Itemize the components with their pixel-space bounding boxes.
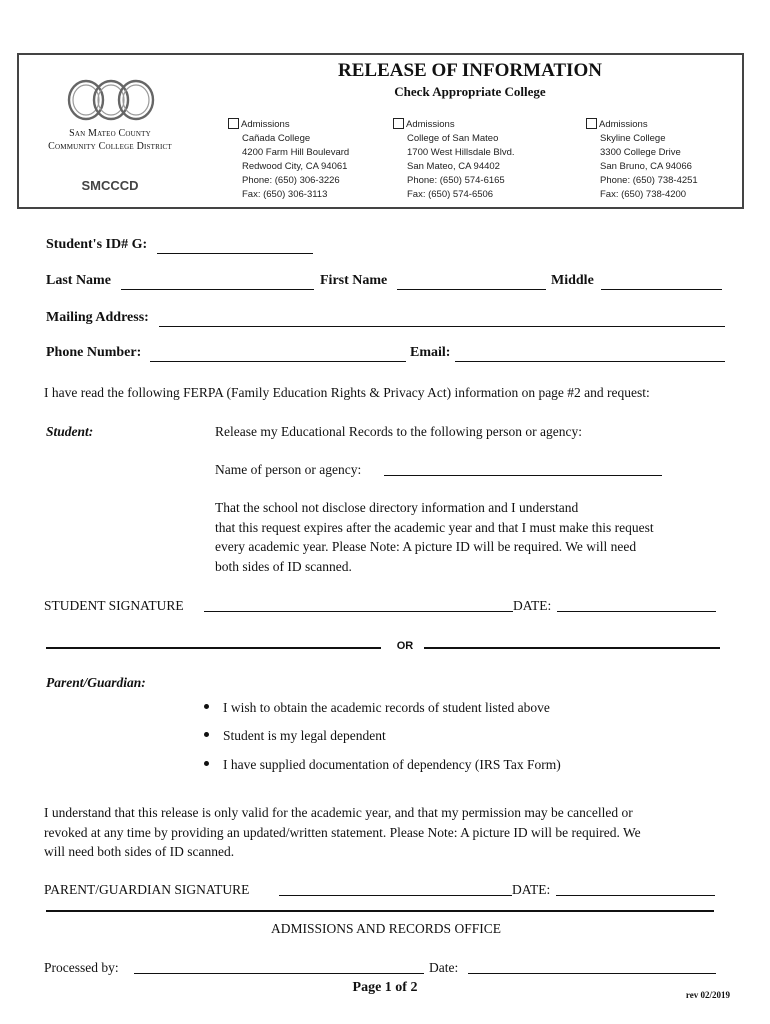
- district-name-line1: San Mateo County: [69, 128, 151, 139]
- district-abbrev: SMCCCD: [81, 178, 139, 193]
- last-name-field[interactable]: [121, 289, 314, 290]
- email-label: Email:: [410, 345, 451, 360]
- middle-name-field[interactable]: [601, 289, 722, 290]
- parent-date-label: DATE:: [512, 882, 551, 897]
- directory-text-line: every academic year. Please Note: A picture ID will be required. We will need: [215, 539, 637, 554]
- directory-text-line: that this request expires after the academic year and that I must make this request: [215, 519, 654, 535]
- form-subtitle: Check Appropriate College: [394, 84, 546, 99]
- ferpa-statement: I have read the following FERPA (Family Education Rights & Privacy Act) information on page #2 and request:: [44, 385, 650, 400]
- office-date-label: Date:: [429, 960, 459, 975]
- email-field[interactable]: [455, 361, 725, 362]
- san-mateo-checkbox[interactable]: [393, 118, 404, 129]
- phone-number-field[interactable]: [150, 361, 406, 362]
- office-divider: [46, 910, 714, 912]
- release-records-text: Release my Educational Records to the following person or agency:: [215, 424, 583, 439]
- college-option-san-mateo: [393, 118, 515, 202]
- mailing-address-field[interactable]: [159, 326, 725, 327]
- or-divider-label: OR: [396, 640, 414, 652]
- phone-number-label: Phone Number:: [46, 345, 142, 360]
- student-date-field[interactable]: [557, 611, 716, 612]
- bullet-text: I wish to obtain the academic records of student listed above: [223, 700, 550, 715]
- student-id-label: Student's ID# G:: [46, 237, 148, 252]
- college-street: 1700 West Hillsdale Blvd.: [407, 147, 515, 158]
- college-name: Cañada College: [242, 133, 311, 144]
- parent-understand-text: [44, 803, 641, 862]
- college-city: San Mateo, CA 94402: [407, 161, 500, 172]
- college-phone: Phone: (650) 574-6165: [407, 175, 505, 186]
- parent-bullet-item: [204, 728, 386, 744]
- bullet-icon: [204, 761, 209, 766]
- name-of-person-label: Name of person or agency:: [215, 462, 362, 477]
- college-fax: Fax: (650) 306-3113: [242, 189, 328, 200]
- last-name-label: Last Name: [46, 273, 111, 288]
- college-admissions-label: Admissions: [599, 119, 648, 130]
- name-of-person-field[interactable]: [384, 475, 662, 476]
- college-name: College of San Mateo: [407, 133, 499, 144]
- or-divider-left: [46, 647, 381, 649]
- directory-text-line: both sides of ID scanned.: [215, 558, 352, 574]
- processed-by-label: Processed by:: [44, 960, 119, 975]
- middle-label: Middle: [551, 273, 594, 288]
- understand-text-line: will need both sides of ID scanned.: [44, 844, 235, 859]
- revision-label: rev 02/2019: [685, 990, 730, 1000]
- college-street: 3300 College Drive: [600, 147, 681, 158]
- college-phone: Phone: (650) 306-3226: [242, 175, 340, 186]
- college-name: Skyline College: [600, 133, 666, 144]
- parent-date-field[interactable]: [556, 895, 715, 896]
- college-fax: Fax: (650) 574-6506: [407, 189, 494, 200]
- processed-by-field[interactable]: [134, 973, 424, 974]
- mailing-address-label: Mailing Address:: [46, 310, 149, 325]
- bullet-icon: [204, 704, 209, 709]
- office-title: ADMISSIONS AND RECORDS OFFICE: [271, 921, 501, 936]
- student-date-label: DATE:: [513, 598, 552, 613]
- parent-bullet-item: [204, 700, 550, 716]
- parent-section-label: Parent/Guardian:: [46, 675, 146, 690]
- college-phone: Phone: (650) 738-4251: [600, 175, 698, 186]
- bullet-icon: [204, 732, 209, 737]
- college-admissions-label: Admissions: [241, 119, 290, 130]
- college-admissions-label: Admissions: [406, 119, 455, 130]
- district-logo-icon: [64, 78, 158, 122]
- parent-bullet-item: [204, 757, 561, 773]
- student-signature-field[interactable]: [204, 611, 513, 612]
- district-name: [40, 127, 180, 153]
- office-date-field[interactable]: [468, 973, 716, 974]
- first-name-label: First Name: [320, 273, 388, 288]
- directory-text-line: That the school not disclose directory information and I understand: [215, 500, 579, 515]
- page-number: Page 1 of 2: [352, 980, 418, 995]
- first-name-field[interactable]: [397, 289, 546, 290]
- college-city: Redwood City, CA 94061: [242, 161, 348, 172]
- bullet-text: I have supplied documentation of dependency (IRS Tax Form): [223, 757, 561, 772]
- canada-checkbox[interactable]: [228, 118, 239, 129]
- or-divider-right: [424, 647, 720, 649]
- parent-signature-label: PARENT/GUARDIAN SIGNATURE: [44, 882, 250, 897]
- district-name-line2: Community College District: [48, 141, 172, 152]
- college-option-canada: [228, 118, 349, 202]
- student-signature-label: STUDENT SIGNATURE: [44, 598, 184, 613]
- understand-text-line: revoked at any time by providing an updated/written statement. Please Note: A picture ID will be required. We: [44, 824, 641, 840]
- student-id-field[interactable]: [157, 253, 313, 254]
- bullet-text: Student is my legal dependent: [223, 728, 386, 743]
- student-section-label: Student:: [46, 424, 94, 439]
- parent-signature-field[interactable]: [279, 895, 512, 896]
- directory-text: [215, 498, 654, 576]
- college-fax: Fax: (650) 738-4200: [600, 189, 687, 200]
- college-city: San Bruno, CA 94066: [600, 161, 692, 172]
- understand-text-line: I understand that this release is only valid for the academic year, and that my permission may be cancelled or: [44, 805, 633, 820]
- skyline-checkbox[interactable]: [586, 118, 597, 129]
- college-option-skyline: [586, 118, 698, 202]
- form-title: RELEASE OF INFORMATION: [338, 60, 602, 81]
- college-street: 4200 Farm Hill Boulevard: [242, 147, 350, 158]
